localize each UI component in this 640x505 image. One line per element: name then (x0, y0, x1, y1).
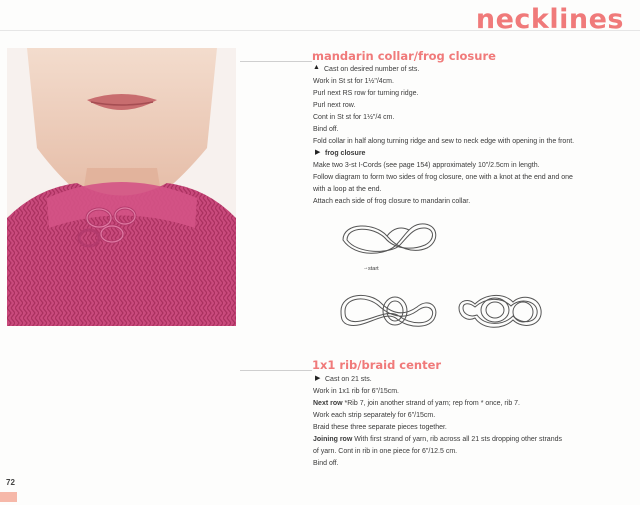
instruction-line: Fold collar in half along turning ridge and sew to neck edge with opening in the front. (313, 138, 575, 145)
instruction-line: Bind off. (313, 126, 339, 133)
instruction-line: Work each strip separately for 6"/15cm. (313, 412, 436, 419)
instruction-line: Purl next row. (313, 102, 356, 109)
diagram-label: start (368, 266, 379, 272)
instruction-line: Braid these three separate pieces together. (313, 424, 447, 431)
instruction-line: Work in St st for 1½"/4cm. (313, 78, 394, 85)
instruction-line (313, 435, 562, 444)
section-title: necklines (475, 4, 624, 35)
instruction-line: Cont in St st for 1½"/4 cm. (313, 114, 395, 121)
heading-rule (240, 370, 312, 371)
joining-row-label: Joining row (313, 436, 353, 443)
triangle-right-icon: ▶ (315, 375, 321, 382)
next-row-text: *Rib 7, join another strand of yarn; rep from * once, rib 7. (344, 400, 520, 407)
collar-photo (7, 48, 236, 326)
page-number: 72 (6, 478, 15, 487)
instruction-line: Cast on desired number of sts. (324, 66, 420, 73)
joining-row-text: With first strand of yarn, rib across all 21 sts dropping other strands (354, 436, 562, 443)
frog-braid-diagram (455, 288, 547, 334)
page-tab (0, 492, 17, 502)
mandarin-heading: mandarin collar/frog closure (312, 49, 496, 63)
instruction-line (313, 399, 520, 408)
instruction-line: Cast on 21 sts. (325, 376, 372, 383)
frog-loop-diagram (335, 218, 445, 262)
next-row-label: Next row (313, 400, 343, 407)
arrow-icon: → (363, 265, 369, 271)
frog-closure-subheading: frog closure (325, 150, 366, 157)
model-photo-illustration (7, 48, 236, 326)
instruction-line: of yarn. Cont in rib in one piece for 6"/12.5 cm. (313, 448, 458, 455)
rib-heading: 1x1 rib/braid center (312, 358, 442, 372)
instruction-line: with a loop at the end. (313, 186, 382, 193)
triangle-right-icon: ▶ (315, 149, 321, 156)
frog-knot-diagram (335, 285, 445, 335)
instruction-line: Make two 3-st I-Cords (see page 154) approximately 10"/2.5cm in length. (313, 162, 540, 169)
instruction-line: Follow diagram to form two sides of frog closure, one with a knot at the end and one (313, 174, 573, 181)
instruction-line: Work in 1x1 rib for 6"/15cm. (313, 388, 399, 395)
triangle-up-icon: ▲ (313, 64, 320, 71)
instruction-line: Bind off. (313, 460, 339, 467)
instruction-line: Attach each side of frog closure to mandarin collar. (313, 198, 471, 205)
heading-rule (240, 61, 312, 62)
instruction-line: Purl next RS row for turning ridge. (313, 90, 419, 97)
